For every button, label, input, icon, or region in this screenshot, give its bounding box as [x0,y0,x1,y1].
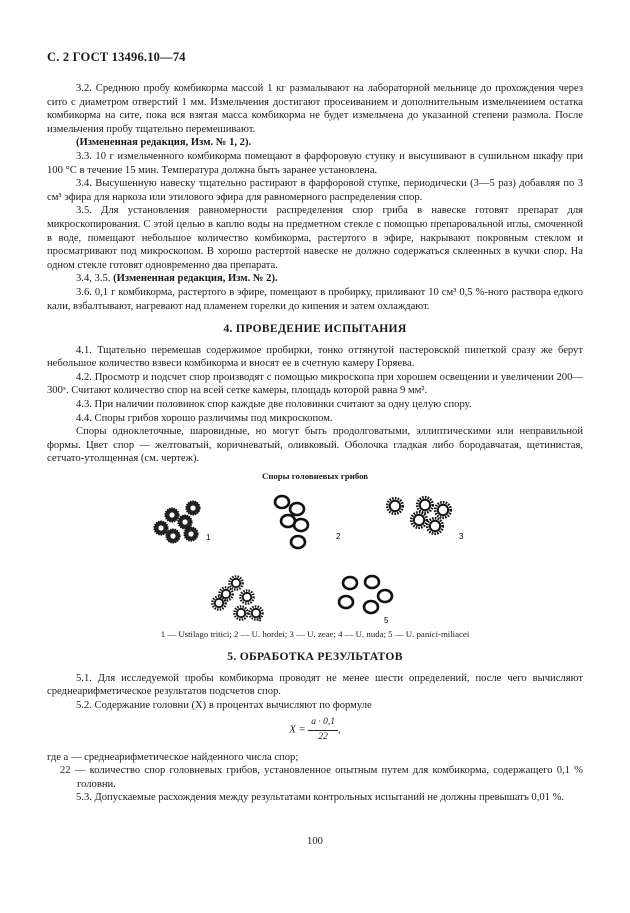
spore [378,590,392,602]
page-header: С. 2 ГОСТ 13496.10—74 [47,50,186,64]
spore [178,515,192,529]
spore [294,519,308,531]
paragraph-4-4: 4.4. Споры грибов хорошо различимы под микроскопом. [76,412,333,424]
section-4-title: 4. ПРОВЕДЕНИЕ ИСПЫТАНИЯ [223,322,407,336]
formula-lhs: X = [289,724,306,736]
spore [343,577,357,589]
section-5-title: 5. ОБРАБОТКА РЕЗУЛЬТАТОВ [227,650,403,663]
amendment-note-1: (Измененная редакция, Изм. № 1, 2). [76,137,252,149]
figure-label-2: 2 [336,532,341,541]
formula [47,716,583,744]
spore [387,498,403,514]
figure-label-1: 1 [206,533,211,542]
spore [212,596,225,609]
spore [427,518,443,534]
spores-figure [0,480,630,630]
formula-fraction [308,716,338,744]
figure-caption: 1 — Ustilago tritici; 2 — U. hordei; 3 — U. zeae; 4 — U. nuda; 5 — U. panici-miliacei [160,629,470,639]
spore [229,576,242,589]
spore [275,496,289,508]
formula-numerator: a · 0,1 [308,716,338,731]
paragraph-4-2: 4.2. Просмотр и подсчет спор производят с помощью микроскопа при хорошем освещении и увеличении 200—300ˣ. Считают количество спор на всей сетке камеры, площадь которой равна 9 мм². [47,371,583,397]
legend-a: где a — среднеарифметическое найденного числа спор; [47,751,299,763]
paragraph-4-4-description: Споры одноклеточные, шаровидные, но могут быть продолговатыми, эллиптическими или неправильной формы. Цвет спор — желтоватый, коричневатый, оливковый. Оболочка гладкая либо бородавчатая, щетинистая, сетчато-утолщенная (см. чертеж). [47,426,583,465]
paragraph-3-5: 3.5. Для установления равномерности распределения спор гриба в навеске готовят препарат для микроскопирования. С этой целью в каплю воды на предметном стекле с помощью препаровальной иглы, смоченной в воде, помещают небольшое количество комбикорма, растертого в эфире, накрывают покровным стеклом и просматривают под микроскопом. В хорошо растертой навеске не должно содержаться склеенных в кучки спор. На одном стекле готовят одновременно два препарата. [47,205,583,271]
spore-group-4 [212,576,262,619]
spore [290,503,304,515]
spore-group-1 [154,501,200,543]
spore [411,512,427,528]
amendment-note-2-text: (Измененная редакция, Изм. № 2). [113,273,278,285]
paragraph-3-3: 3.3. 10 г измельченного комбикорма помещают в фарфоровую ступку и высушивают в сушильном шкафу при 100 °С в течение 15 мин. Температура должна быть заранее установлена. [47,150,583,176]
legend-22: 22 — количество спор головневых грибов, установленное опытным путем для комбикорма, содержащего 0,1 % головни. [60,765,583,790]
amendment-note-2 [47,272,583,286]
paragraph-5-2: 5.2. Содержание головни (X) в процентах вычисляют по формуле [76,699,372,711]
figure-label-5: 5 [384,616,389,625]
figure-label-3: 3 [459,532,464,541]
paragraph-3-4: 3.4. Высушенную навеску тщательно растирают в фарфоровой ступке, периодически (3—5 раз) добавляя по 3 см³ эфира для наркоза или этилового эфира для равномерного распределения спор. [47,178,583,203]
paragraph-4-1: 4.1. Тщательно перемешав содержимое пробирки, тонко оттянутой пастеровской пипеткой сразу же берут небольшое количество взвеси комбикорма и вносят ее в счетную камеру Горяева. [47,344,583,370]
spore [186,501,200,515]
paragraph-3-2: 3.2. Среднюю пробу комбикорма массой 1 кг размалывают на лабораторной мельнице до прохождения через сито с диаметром отверстий 1 мм. Измельчения достигают просеиванием и дополнительным измельчением остатка комбикорма на сите, пока вся взятая масса комбикорма не будет измельчена до указанной степени размола. После измельчения пробу тщательно перемешивают. [47,83,583,135]
spore [154,521,168,535]
page-number: 100 [307,836,323,847]
figure-title: Споры головневых грибов [261,471,369,481]
spore [339,596,353,608]
spore-group-2 [275,496,308,548]
spore [166,529,180,543]
formula-denominator: 22 [318,731,328,742]
paragraph-3-6: 3.6. 0,1 г комбикорма, растертого в эфире, помещают в пробирку, приливают 10 см³ 0,5 %-ного раствора едкого кали, взбалтывают, нагревают над пламенем горелки до кипения и затем охлаждают. [47,286,583,312]
spore-group-5 [339,576,392,613]
spore [165,508,179,522]
section-5 [47,650,583,805]
spore [364,601,378,613]
paragraph-4-3: 4.3. При наличии половинок спор каждые две половинки считают за одну целую спору. [76,399,472,411]
spore [435,502,451,518]
spore [240,590,253,603]
amendment-note-2-clauses: 3.4, 3.5. [76,273,114,285]
spore [184,527,198,541]
spore [365,576,379,588]
paragraph-5-1: 5.1. Для исследуемой пробы комбикорма проводят не менее шести определений, после чего вычисляют среднеарифметическое результатов подсчетов спор. [47,672,583,698]
paragraph-5-3: 5.3. Допускаемые расхождения между результатами контрольных испытаний не должны превышать 0,01 %. [76,792,565,804]
spore-group-3 [387,497,451,534]
spore [417,497,433,513]
formula-end: , [338,724,341,736]
spore [291,536,305,548]
spore [234,606,247,619]
section-3-continued [47,82,583,466]
figure-label-4: 4 [257,615,262,624]
